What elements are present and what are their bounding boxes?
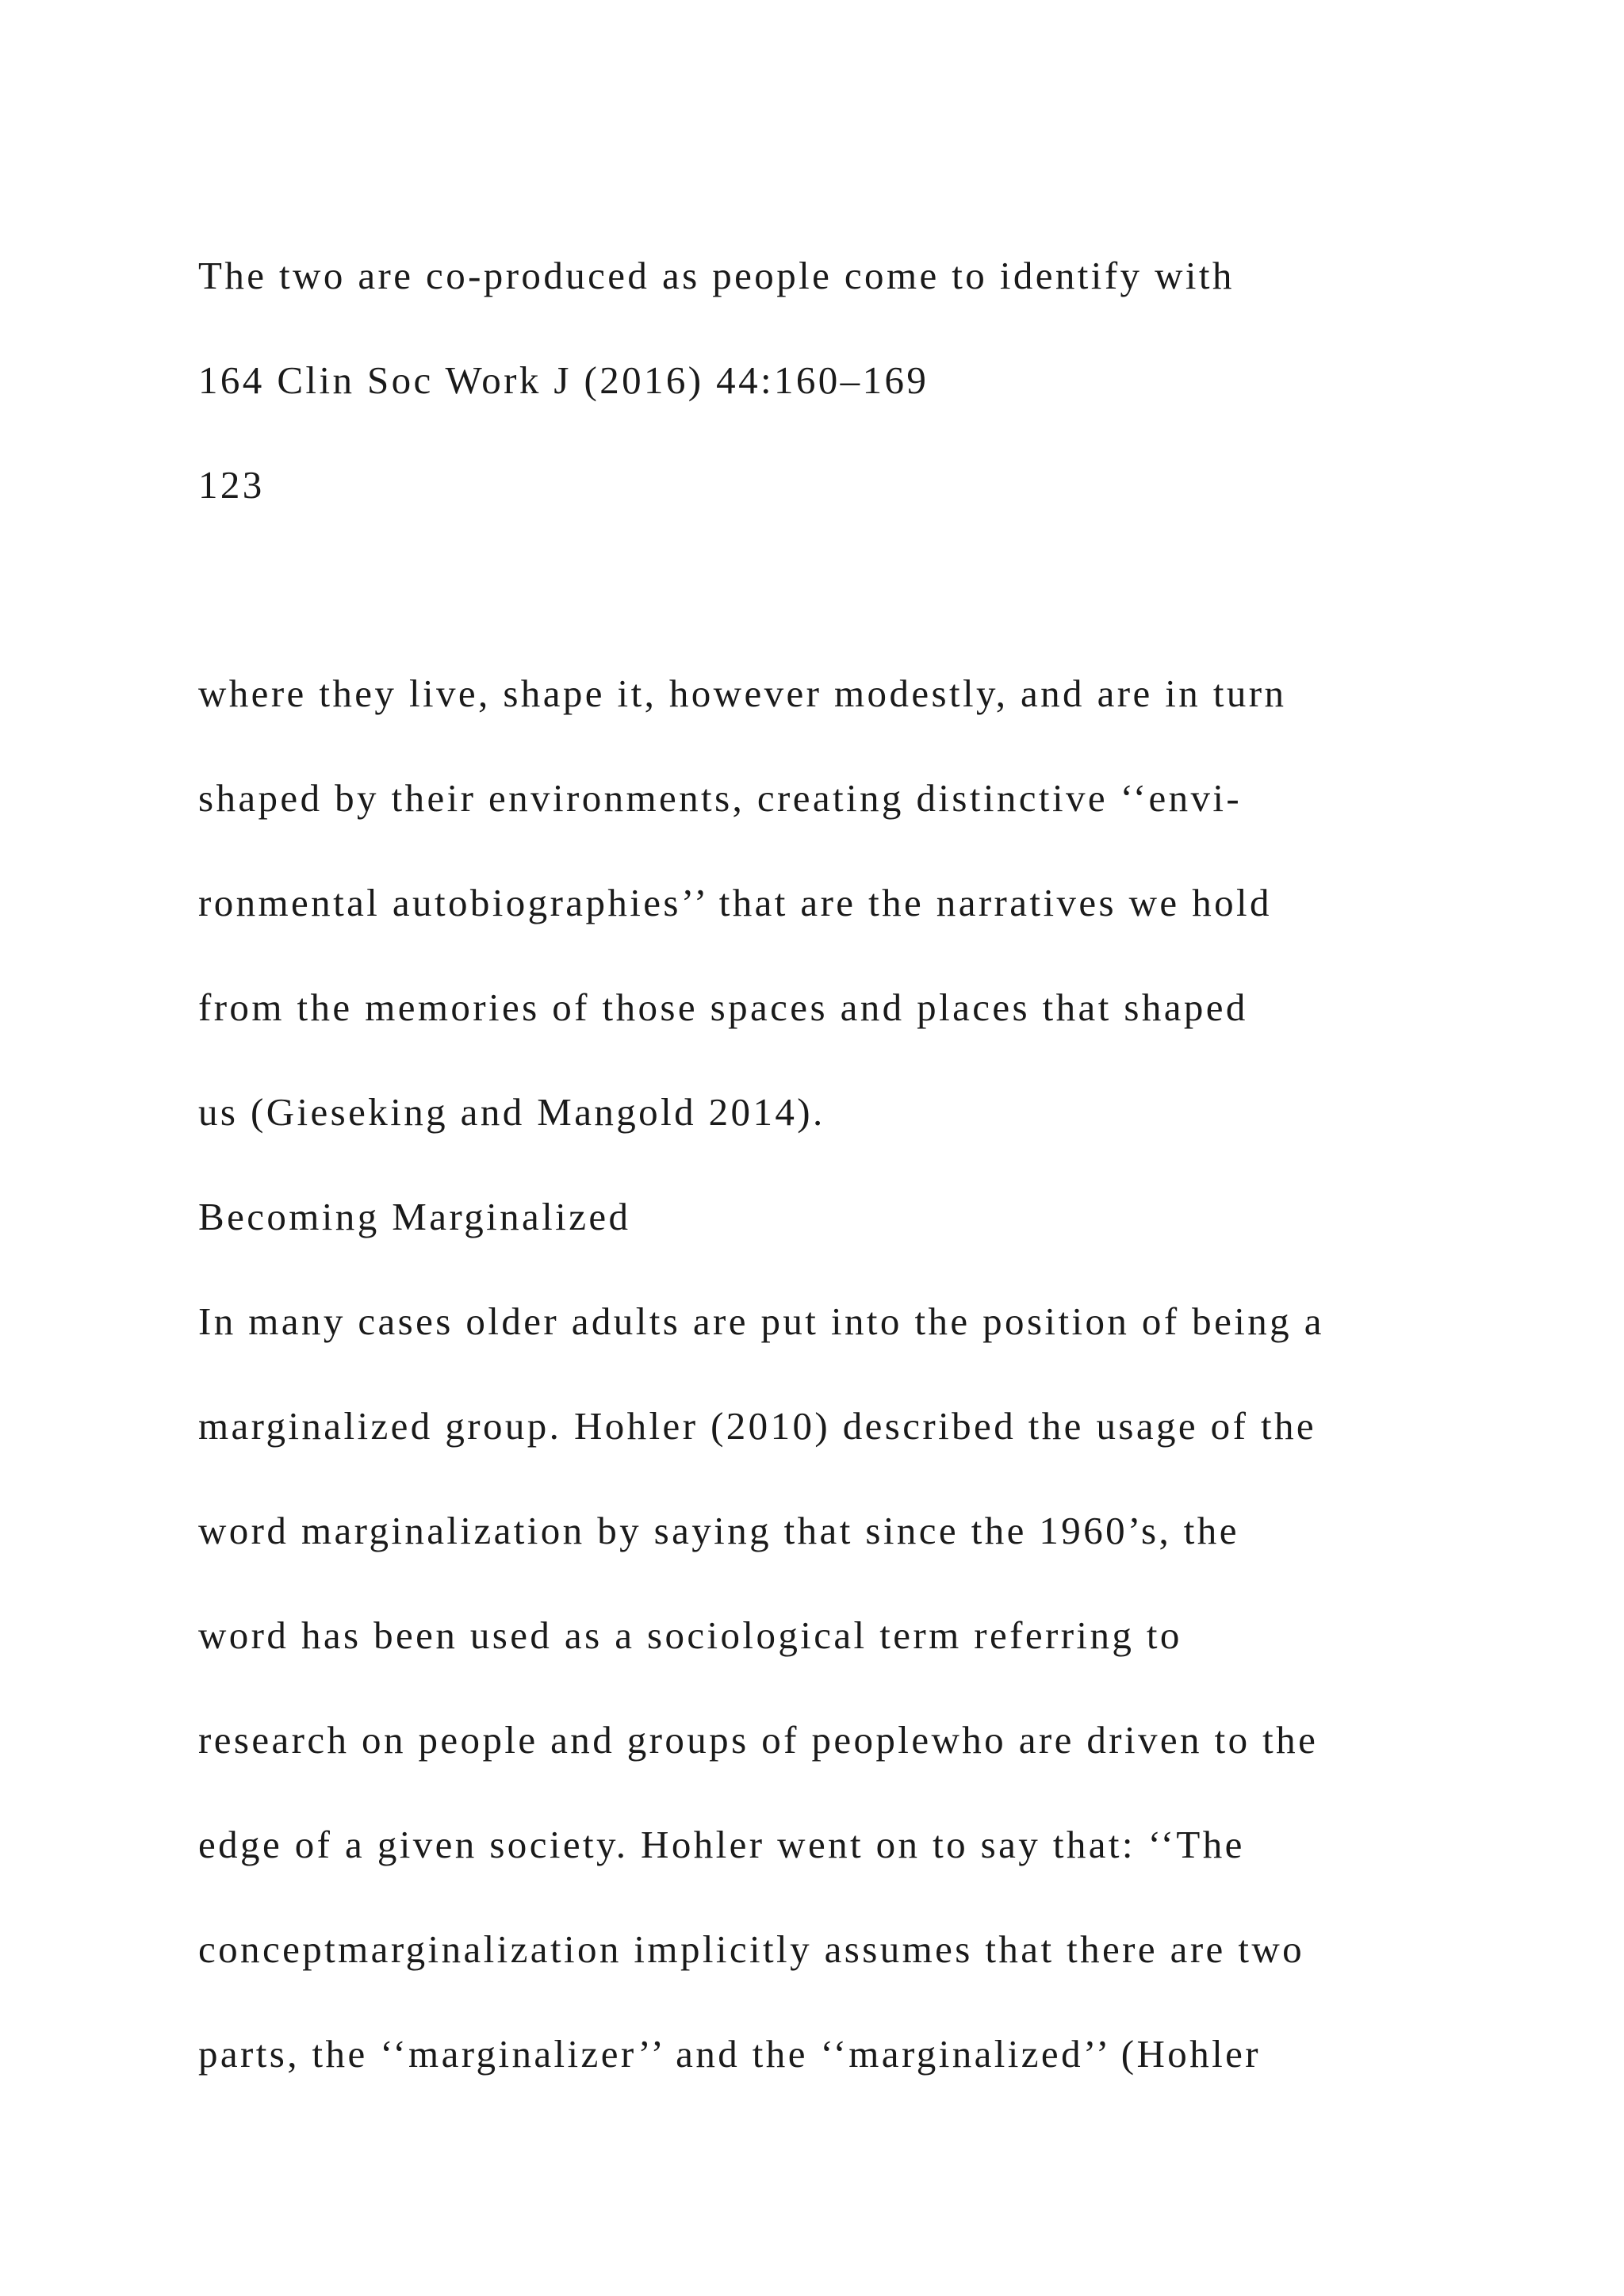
text-line: shaped by their environments, creating distinctive ‘‘envi- <box>198 776 1243 820</box>
running-header: 164 Clin Soc Work J (2016) 44:160–169 <box>198 358 929 402</box>
text-line: where they live, shape it, however modestly, and are in turn <box>198 672 1287 715</box>
text-line: The two are co-produced as people come to identify with <box>198 254 1235 297</box>
text-line: from the memories of those spaces and places that shaped <box>198 985 1248 1029</box>
section-heading: Becoming Marginalized <box>198 1195 631 1238</box>
text-line: word marginalization by saying that since the 1960’s, the <box>198 1509 1239 1552</box>
text-line: marginalized group. Hohler (2010) described the usage of the <box>198 1404 1317 1448</box>
text-line: parts, the ‘‘marginalizer’’ and the ‘‘marginalized’’ (Hohler <box>198 2032 1261 2076</box>
text-line: research on people and groups of peoplewho are driven to the <box>198 1718 1319 1762</box>
text-line: us (Gieseking and Mangold 2014). <box>198 1090 825 1134</box>
text-line: conceptmarginalization implicitly assumes that there are two <box>198 1927 1305 1971</box>
text-line: word has been used as a sociological term referring to <box>198 1613 1182 1657</box>
page-number: 123 <box>198 463 265 507</box>
text-line: edge of a given society. Hohler went on to say that: ‘‘The <box>198 1823 1245 1866</box>
text-line: ronmental autobiographies’’ that are the narratives we hold <box>198 881 1272 924</box>
text-line: In many cases older adults are put into the position of being a <box>198 1299 1324 1343</box>
